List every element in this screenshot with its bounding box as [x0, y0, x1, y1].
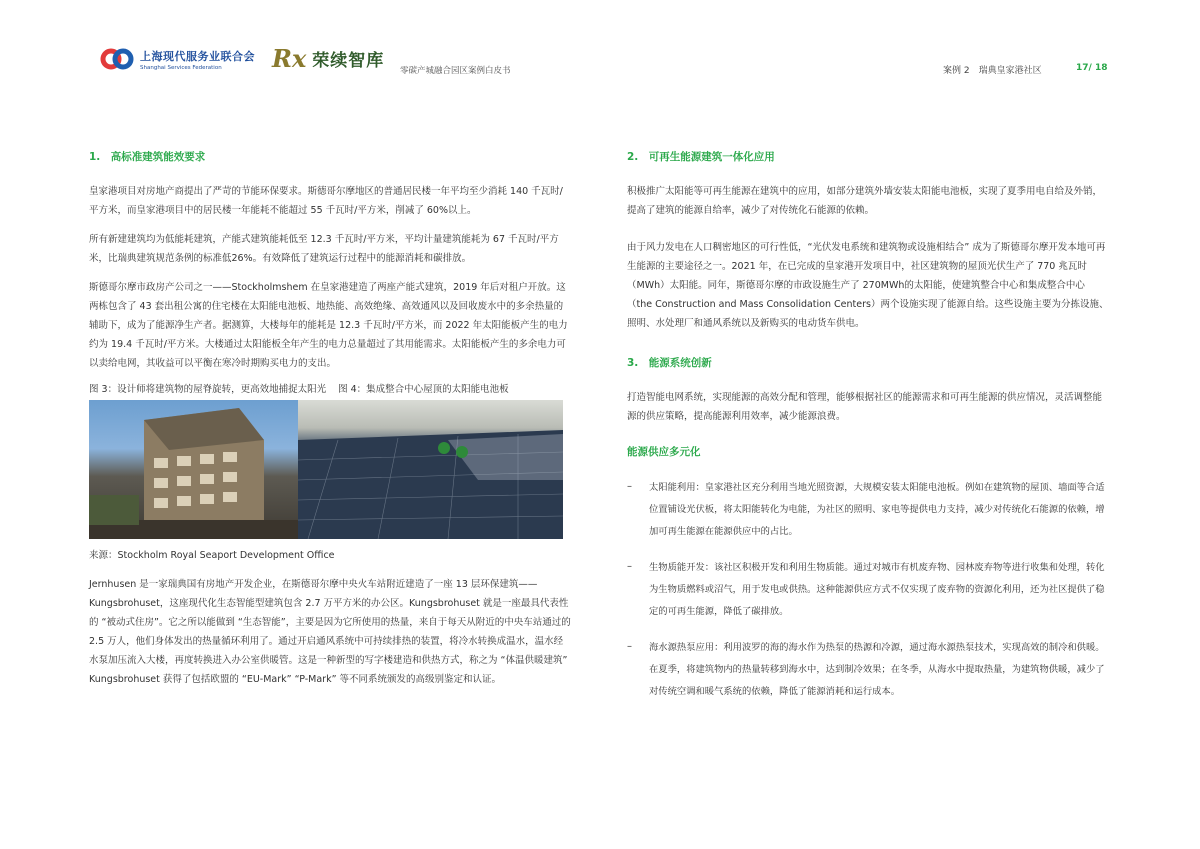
org1-en-name: Shanghai Services Federation	[140, 64, 222, 71]
section-3-paragraph-1: 打造智能电网系统，实现能源的高效分配和管理，能够根据社区的能源需求和可再生能源的供应情况，灵活调整能源的供应策略，提高能源利用效率，减少能源浪费。	[627, 392, 1103, 422]
section-1-paragraph-4: Jernhusen 是一家瑞典国有房地产开发企业，在斯德哥尔摩中央火车站附近建造了一座 13 层环保建筑——Kungsbrohuset，这座现代化生态智能型建筑包含 2.7 万平方米的办公区。Kungsbrohuset 就是一座最具代表性的 “被动式住房”。它之所以能做到 “生态智能”，主要是因为它所使用的热量，来自于每天从附近的中央车站通过的 2.5 万人，他们身体发出的热量循环利用了。通过开启通风系统中可持续排热的装置，将冷水转换成温水，温水经水泵加压流入大楼，再度转换进入办公室供暖管。这是一种新型的写字楼建造和供热方式，称之为 “体温供暖建筑” Kungsbrohuset 获得了包括欧盟的 “EU-Mark” “P-Mark” 等不同系统颁发的高级别鉴定和认证。	[89, 579, 571, 685]
figure-3-caption: 图 3：设计师将建筑物的屋脊旋转，更高效地捕捉太阳光	[89, 384, 327, 395]
figure-4-caption: 图 4：集成整合中心屋顶的太阳能电池板	[338, 384, 509, 395]
list-item	[627, 477, 1109, 543]
list-item-text: 海水源热泵应用：利用波罗的海的海水作为热泵的热源和冷源，通过海水源热泵技术，实现高效的制冷和供暖。在夏季，将建筑物内的热量转移到海水中，达到制冷效果；在冬季，从海水中提取热量，为建筑物供暖，减少了对传统空调和暖气系统的依赖，降低了能源消耗和运行成本。	[649, 642, 1105, 697]
bullet-marker: –	[627, 561, 632, 572]
left-column	[89, 140, 571, 689]
list-item-text: 太阳能利用：皇家港社区充分利用当地光照资源，大规模安装太阳能电池板。例如在建筑物的屋顶、墙面等合适位置铺设光伏板，将太阳能转化为电能，为社区的照明、家电等提供电力支持，减少对传统化石能源的依赖，增加可再生能源在能源供应中的占比。	[649, 482, 1105, 537]
bullet-marker: –	[627, 481, 632, 492]
org2-name: 荣续智库	[312, 51, 385, 71]
energy-supply-subtitle: 能源供应多元化	[627, 446, 701, 458]
figure-3-building-photo	[89, 400, 298, 539]
section-2-title: 2. 可再生能源建筑一体化应用	[627, 151, 775, 163]
energy-supply-list	[627, 477, 1109, 703]
figure-captions	[89, 381, 571, 395]
figure-source: 来源：Stockholm Royal Seaport Development Office	[89, 550, 335, 561]
section-2-paragraph-2: 由于风力发电在人口稠密地区的可行性低，“光伏发电系统和建筑物或设施相结合” 成为了斯德哥尔摩开发本地可再生能源的主要途径之一。2021 年，在已完成的皇家港开发项目中，社区建筑物的屋顶光伏生产了 770 兆瓦时（MWh）太阳能。同年，斯德哥尔摩的市政设施生产了 270MWh的太阳能，使建筑整合中心和集成整合中心（the Construction and Mass Consolidation Centers）两个设施实现了能源自给。这些设施主要为分拣设施、照明、水处理厂和通风系统以及新购买的电动货车供电。	[627, 242, 1109, 329]
linked-rings-logo-icon	[100, 44, 134, 74]
section-1-paragraph-1: 皇家港项目对房地产商提出了严苛的节能环保要求。斯德哥尔摩地区的普通居民楼一年平均至少消耗 140 千瓦时/平方米，而皇家港项目中的居民楼一年能耗不能超过 55 千瓦时/平方米，削减了 60%以上。	[89, 186, 563, 216]
section-1-paragraph-3: 斯德哥尔摩市政房产公司之一——Stockholmshem 在皇家港建造了两座产能式建筑，2019 年后对租户开放。这两栋包含了 43 套出租公寓的住宅楼在太阳能电池板、地热能、高效绝缘、高效通风以及回收废水中的多余热量的辅助下，成为了能源净生产者。据测算，大楼每年的能耗是 12.3 千瓦时/平方米，而 2022 年太阳能板产生的电力约为 19.4 千瓦时/平方米。大楼通过太阳能板全年产生的电力总量超过了其用能需求。太阳能板产生的多余电力可以卖给电网，其收益可以平衡在寒冷时期购买电力的支出。	[89, 282, 568, 369]
section-1-title: 1. 高标准建筑能效要求	[89, 151, 206, 163]
page-number: 17/ 18	[1076, 63, 1108, 73]
bullet-marker: –	[627, 641, 632, 652]
org1-name: 上海现代服务业联合会	[140, 49, 255, 63]
section-3-title: 3. 能源系统创新	[627, 357, 712, 369]
list-item	[627, 557, 1109, 623]
case-label: 案例 2 瑞典皇家港社区	[943, 66, 1042, 76]
document-title: 零碳产城融合园区案例白皮书	[400, 66, 511, 76]
list-item	[627, 637, 1109, 703]
section-1-paragraph-2: 所有新建建筑均为低能耗建筑，产能式建筑能耗低至 12.3 千瓦时/平方米，平均计量建筑能耗为 67 千瓦时/平方米，比瑞典建筑规范条例的标准低26%。有效降低了建筑运行过程中的能源消耗和碳排放。	[89, 234, 559, 264]
rx-mark: Rx	[272, 44, 307, 73]
right-column	[627, 140, 1109, 703]
org1-logo	[100, 44, 255, 74]
figure-4-solar-roof-photo	[298, 400, 563, 539]
list-item-text: 生物质能开发：该社区积极开发和利用生物质能。通过对城市有机废弃物、园林废弃物等进行收集和处理，转化为生物质燃料或沼气，用于发电或供热。这种能源供应方式不仅实现了废弃物的资源化利用，还为社区提供了稳定的可再生能源，降低了碳排放。	[649, 562, 1105, 617]
figure-images	[89, 400, 563, 539]
org2-logo	[272, 44, 384, 73]
section-2-paragraph-1: 积极推广太阳能等可再生能源在建筑中的应用，如部分建筑外墙安装太阳能电池板，实现了夏季用电自给及外销，提高了建筑的能源自给率，减少了对传统化石能源的依赖。	[627, 186, 1103, 216]
